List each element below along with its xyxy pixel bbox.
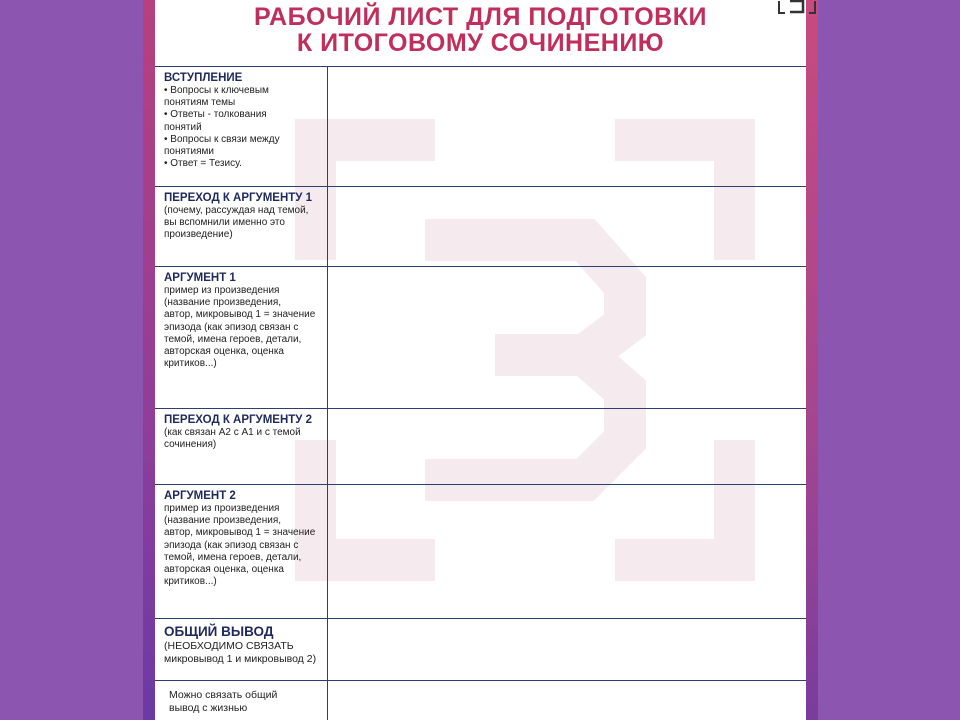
row-heading: АРГУМЕНТ 1 — [164, 272, 236, 284]
answer-field[interactable] — [327, 409, 806, 485]
row-label — [155, 267, 327, 409]
row-text: • Ответ = Тезису. — [164, 158, 242, 170]
row-label — [155, 681, 327, 720]
row-introduction — [155, 67, 806, 187]
page-title — [155, 4, 806, 56]
row-text: сочинения) — [164, 439, 217, 451]
row-text: понятиям темы — [164, 97, 236, 109]
row-text: вывод с жизнью — [169, 702, 248, 714]
row-text: темой, имена героев, детали, — [164, 333, 302, 345]
row-text: вы вспомнили именно это — [164, 217, 285, 229]
row-text: понятий — [164, 121, 202, 133]
row-heading: ПЕРЕХОД К АРГУМЕНТУ 2 — [164, 414, 313, 426]
row-label — [155, 409, 327, 485]
row-conclusion — [155, 619, 806, 681]
right-accent-stripe — [804, 0, 818, 720]
row-life-link — [155, 681, 806, 720]
row-text: критиков...) — [164, 576, 217, 588]
row-transition-1 — [155, 187, 806, 267]
row-text: понятиями — [164, 146, 214, 158]
row-text: пример из произведения — [164, 503, 280, 514]
row-text: • Вопросы к ключевым — [164, 85, 269, 96]
answer-field[interactable] — [327, 267, 806, 409]
row-heading: ВСТУПЛЕНИЕ — [164, 72, 243, 84]
row-text: эпизода (как эпизод связан с — [164, 321, 299, 333]
row-heading: АРГУМЕНТ 2 — [164, 490, 236, 502]
row-argument-2 — [155, 485, 806, 619]
row-text: (НЕОБХОДИМО СВЯЗАТЬ — [164, 640, 294, 652]
worksheet-page — [155, 0, 806, 720]
answer-field[interactable] — [327, 485, 806, 619]
row-text: пример из произведения — [164, 285, 280, 296]
row-heading: ПЕРЕХОД К АРГУМЕНТУ 1 — [164, 192, 313, 204]
row-transition-2 — [155, 409, 806, 485]
row-heading: ОБЩИЙ ВЫВОД — [164, 624, 274, 639]
row-text: • Вопросы к связи между — [164, 133, 280, 145]
row-text: авторская оценка, оценка — [164, 564, 284, 576]
row-label — [155, 187, 327, 267]
answer-field[interactable] — [327, 681, 806, 720]
row-text: (название произведения, — [164, 297, 282, 309]
row-text: • Ответы - толкования — [164, 109, 267, 121]
row-text: микровывод 1 и микровывод 2) — [164, 653, 317, 665]
row-text: эпизода (как эпизод связан с — [164, 539, 299, 551]
row-text: автор, микровывод 1 = значение — [164, 527, 316, 539]
row-text: произведение) — [164, 229, 233, 241]
worksheet-table — [155, 66, 806, 720]
title-line-2: К ИТОГОВОМУ СОЧИНЕНИЮ — [296, 29, 665, 57]
title-line-1: РАБОЧИЙ ЛИСТ ДЛЯ ПОДГОТОВКИ — [254, 3, 707, 31]
row-text: критиков...) — [164, 358, 217, 370]
answer-field[interactable] — [327, 67, 806, 187]
row-text: авторская оценка, оценка — [164, 346, 284, 358]
answer-field[interactable] — [327, 187, 806, 267]
corner-logo-icon — [776, 0, 818, 16]
row-label — [155, 619, 327, 681]
row-text: (как связан А2 с А1 и с темой — [164, 427, 301, 438]
row-argument-1 — [155, 267, 806, 409]
row-text: (почему, рассуждая над темой, — [164, 205, 309, 216]
row-text: темой, имена героев, детали, — [164, 551, 302, 563]
row-text: автор, микровывод 1 = значение — [164, 309, 316, 321]
row-text: Можно связать общий — [169, 689, 278, 701]
answer-field[interactable] — [327, 619, 806, 681]
row-label — [155, 67, 327, 187]
row-label — [155, 485, 327, 619]
row-text: (название произведения, — [164, 515, 282, 527]
